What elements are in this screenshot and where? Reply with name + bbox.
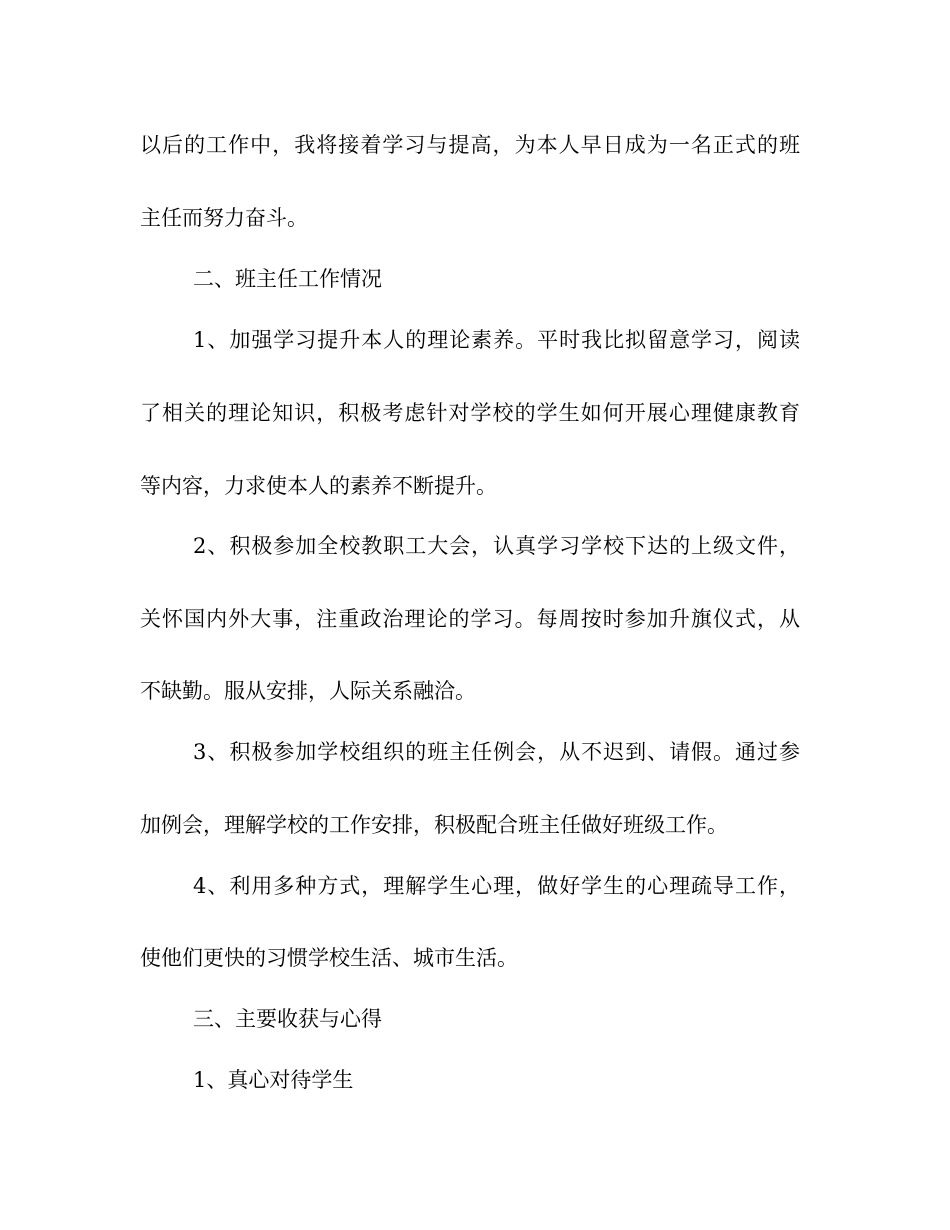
paragraph-line: 4、利用多种方式，理解学生心理，做好学生的心理疏导工作，	[193, 874, 800, 898]
section-heading: 二、班主任工作情况	[193, 267, 382, 291]
paragraph-line: 主任而努力奋斗。	[140, 206, 308, 230]
paragraph-line: 使他们更快的习惯学校生活、城市生活。	[140, 946, 518, 970]
paragraph-line: 关怀国内外大事，注重政治理论的学习。每周按时参加升旗仪式，从	[140, 607, 800, 631]
paragraph-line: 3、积极参加学校组织的班主任例会，从不迟到、请假。通过参	[193, 740, 800, 764]
subsection-heading: 1、真心对待学生	[193, 1068, 354, 1092]
paragraph-line: 等内容，力求使本人的素养不断提升。	[140, 474, 497, 498]
paragraph-line: 以后的工作中，我将接着学习与提高，为本人早日成为一名正式的班	[140, 133, 800, 157]
paragraph-line: 不缺勤。服从安排，人际关系融洽。	[140, 679, 476, 703]
paragraph-line: 1、加强学习提升本人的理论素养。平时我比拟留意学习，阅读	[193, 328, 800, 352]
paragraph-line: 了相关的理论知识，积极考虑针对学校的学生如何开展心理健康教育	[140, 401, 800, 425]
paragraph-line: 2、积极参加全校教职工大会，认真学习学校下达的上级文件，	[193, 534, 800, 558]
section-heading: 三、主要收获与心得	[193, 1007, 382, 1031]
paragraph-line: 加例会，理解学校的工作安排，积极配合班主任做好班级工作。	[140, 813, 728, 837]
